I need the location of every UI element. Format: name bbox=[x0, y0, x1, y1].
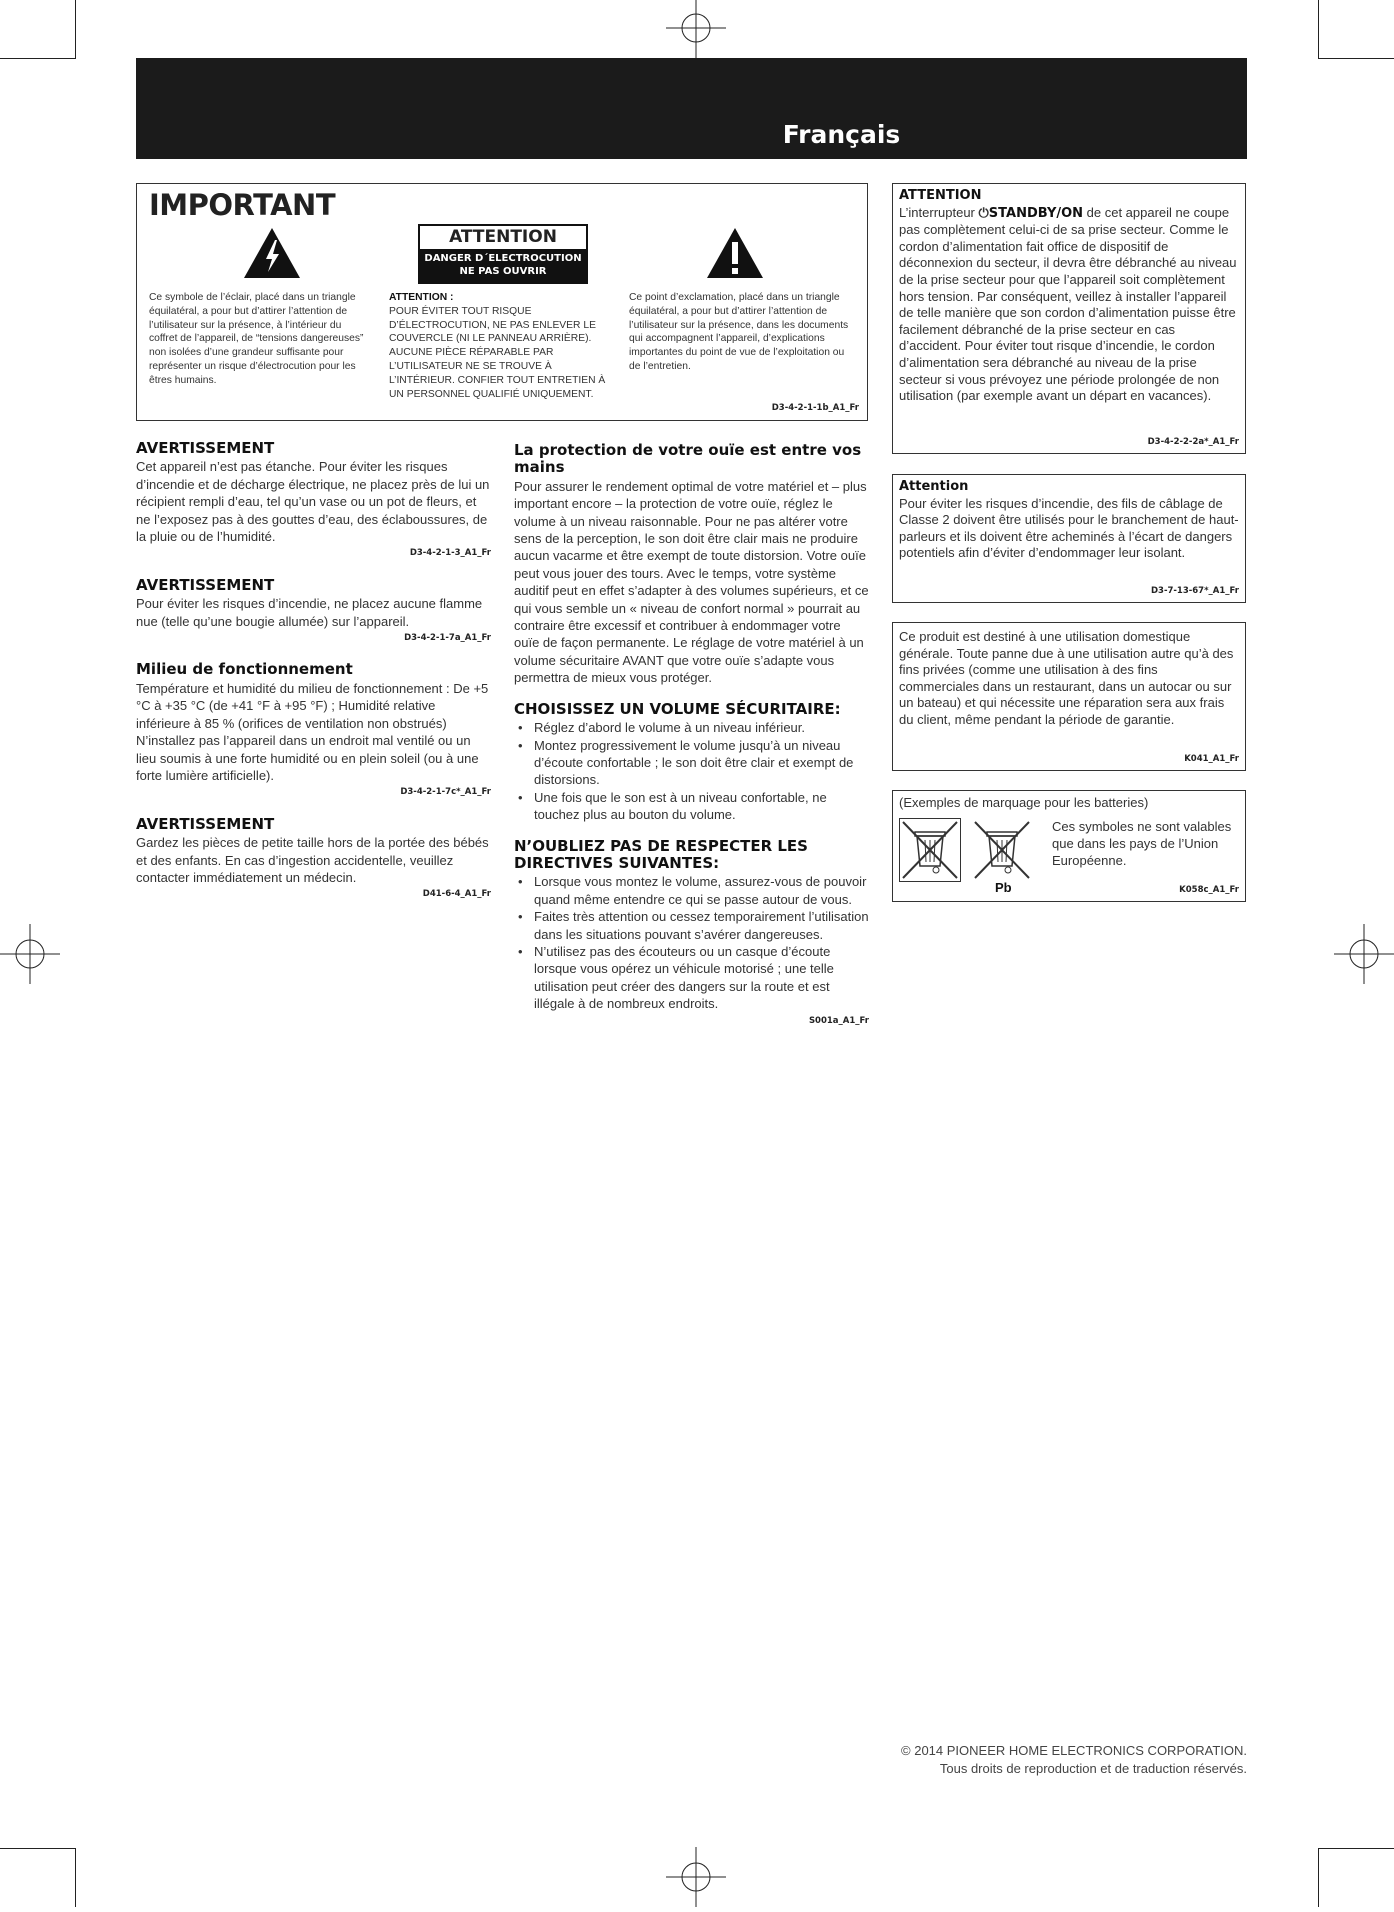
domestic-use-box bbox=[892, 622, 1246, 771]
section-text: Gardez les pièces de petite taille hors de la portée des bébés et des enfants. En cas d’ingestion accidentelle, veuillez contacter immédiatement un médecin. bbox=[136, 835, 489, 885]
section-text: Cet appareil n’est pas étanche. Pour éviter les risques d’incendie et de décharge électrique, ne placez près de lui un récipient rempli d’eau, tel qu’un vase ou un pot de fleurs, et ne l’exposez pas à des gouttes d’eau, des éclaboussures, de la pluie ou de l’humidité. bbox=[136, 459, 490, 545]
safe-volume-heading: CHOISISSEZ UN VOLUME SÉCURITAIRE: bbox=[514, 699, 841, 718]
box-title: Attention bbox=[899, 479, 969, 494]
hearing-heading: La protection de votre ouïe est entre vos mains bbox=[514, 441, 862, 477]
crossed-bin-pb-icon bbox=[971, 818, 1033, 882]
battery-marking-box bbox=[892, 790, 1246, 902]
ref-code: D3-4-2-1-7a_A1_Fr bbox=[404, 633, 491, 644]
warning-section-flame bbox=[136, 577, 491, 648]
ref-code: D3-4-2-2-2a*_A1_Fr bbox=[1147, 437, 1239, 447]
guidelines-heading: N’OUBLIEZ PAS DE RESPECTER LES DIRECTIVES SUIVANTES: bbox=[514, 836, 808, 872]
attention-standby-box bbox=[892, 183, 1246, 454]
list-item: • Lorsque vous montez le volume, assurez-vous de pouvoir quand même entendre ce qui se passe autour de vous. bbox=[528, 873, 869, 908]
registration-mark-bottom bbox=[666, 1847, 726, 1907]
middle-column bbox=[514, 442, 869, 1030]
guidelines-list bbox=[514, 873, 869, 1012]
registration-mark-right bbox=[1334, 924, 1394, 984]
crop-mark bbox=[1318, 0, 1319, 58]
box-text: Ces symboles ne sont valables que dans les pays de l’Union Européenne. bbox=[1052, 819, 1232, 868]
attention-label: ATTENTION bbox=[420, 226, 586, 251]
standby-switch-label: STANDBY/ON bbox=[988, 205, 1084, 221]
box-content bbox=[893, 623, 1245, 729]
crop-mark bbox=[0, 1848, 76, 1849]
crop-mark bbox=[1318, 1849, 1319, 1907]
copyright-footer bbox=[901, 1742, 1247, 1778]
warning-section-small-parts bbox=[136, 816, 491, 904]
warning-section-water bbox=[136, 440, 491, 563]
lightning-description: Ce symbole de l’éclair, placé dans un triangle équilatéral, a pour but d’attirer l’attention de l’utilisateur sur la présence, à l’intérieur du coffret de l’appareil, de “tensions dangereuses” non isolées d’une grandeur suffisante pour représenter un risque d’électrocution pour les êtres humains. bbox=[149, 292, 364, 386]
box-text: Ce produit est destiné à une utilisation domestique générale. Toute panne due à une utilisation autre qu’à des fins privées (comme une utilisation à des fins commerciales dans un restaurant, dans un autocar ou sur un bateau) et qui nécessite une réparation sera aux frais du client, même pendant la période de garantie. bbox=[899, 629, 1234, 727]
lead-symbol: Pb bbox=[995, 880, 1012, 895]
ref-code: K041_A1_Fr bbox=[1184, 754, 1239, 764]
important-box bbox=[136, 183, 868, 421]
box-content bbox=[893, 475, 1245, 562]
lightning-warning-icon bbox=[242, 226, 302, 280]
safe-volume-list bbox=[514, 719, 869, 823]
important-title: IMPORTANT bbox=[149, 188, 336, 222]
hearing-text: Pour assurer le rendement optimal de votre matériel et – plus important encore – la protection de votre ouïe, réglez le volume à un niveau raisonnable. Pour ne pas altérer votre sens de la perception, le son doit être clair mais ne produire aucun vacarme et être exempt de toute distorsion. Votre ouïe peut vous jouer des tours. Avec le temps, votre système auditif peut en effet s’adapter à des volumes supérieurs, et ce qui vous semble un « niveau de confort normal » pourrait au contraire être excessif et contribuer à endommager votre ouïe de façon permanente. Le réglage de votre matériel à un volume sécuritaire AVANT que votre ouïe s’adapte vous permettra de mieux vous protéger. bbox=[514, 478, 869, 686]
section-text: Température et humidité du milieu de fonctionnement : De +5 °C à +35 °C (de +41 °F à +95 °F) ; Humidité relative inférieure à 85 % (orifices de ventilation non obstrués) bbox=[136, 680, 489, 731]
language-banner bbox=[136, 58, 1247, 159]
ref-code: S001a_A1_Fr bbox=[808, 1015, 869, 1026]
attention-description bbox=[389, 291, 611, 401]
list-item: • Montez progressivement le volume jusqu’à un niveau d’écoute confortable ; le son doit être clair et exempt de distorsions. bbox=[528, 737, 869, 789]
crop-mark bbox=[75, 0, 76, 58]
section-heading: AVERTISSEMENT bbox=[136, 575, 275, 594]
attention-label-box bbox=[418, 224, 588, 284]
ref-code: D41-6-4_A1_Fr bbox=[422, 889, 491, 900]
danger-label bbox=[420, 251, 586, 284]
ref-code: D3-4-2-1-3_A1_Fr bbox=[409, 548, 491, 559]
crossed-bin-icon bbox=[899, 818, 961, 882]
attention-text: POUR ÉVITER TOUT RISQUE D’ÉLECTROCUTION, NE PAS ENLEVER LE COUVERCLE (NI LE PANNEAU ARRIÈRE). AUCUNE PIÈCE RÉPARABLE PAR L’UTILISATEUR NE SE TROUVE À L’INTÉRIEUR. CONFIER TOUT ENTRETIEN À UN PERSONNEL QUALIFIÉ UNIQUEMENT. bbox=[389, 305, 606, 400]
power-icon: ⏻ bbox=[978, 204, 989, 220]
operating-environment-section bbox=[136, 661, 491, 801]
speaker-wiring-box bbox=[892, 474, 1246, 603]
box-text-pre: L’interrupteur bbox=[899, 204, 979, 220]
rights-line: Tous droits de reproduction et de traduction réservés. bbox=[939, 1761, 1247, 1776]
registration-mark-left bbox=[0, 924, 60, 984]
list-item: • N’utilisez pas des écouteurs ou un casque d’écoute lorsque vous opérez un véhicule motorisé ; une telle utilisation peut créer des dangers sur la route et est illégale à de nombreux endroits. bbox=[528, 943, 869, 1013]
crop-mark bbox=[1318, 58, 1394, 59]
ref-code: D3-4-2-1-1b_A1_Fr bbox=[771, 403, 859, 413]
exclamation-warning-icon bbox=[705, 226, 765, 280]
attention-subtitle: ATTENTION : bbox=[389, 292, 454, 303]
ref-code: D3-4-2-1-7c*_A1_Fr bbox=[400, 787, 491, 798]
crop-mark bbox=[75, 1849, 76, 1907]
ref-code: K058c_A1_Fr bbox=[1179, 885, 1239, 895]
list-item: • Une fois que le son est à un niveau confortable, ne touchez plus au bouton du volume. bbox=[528, 789, 869, 824]
crop-mark bbox=[1318, 1848, 1394, 1849]
list-item: • Faites très attention ou cessez temporairement l’utilisation dans les situations pouvant s’avérer dangereuses. bbox=[528, 908, 869, 943]
language-title: Français bbox=[782, 120, 901, 149]
ref-code: D3-7-13-67*_A1_Fr bbox=[1150, 586, 1239, 596]
list-item: • Réglez d’abord le volume à un niveau inférieur. bbox=[528, 719, 869, 736]
box-text: Pour éviter les risques d’incendie, des fils de câblage de Classe 2 doivent être utilisés pour le branchement de haut-parleurs et ils doivent être acheminés à l’écart de dangers potentiels afin d’éviter d’endommager leur isolant. bbox=[899, 495, 1239, 561]
box-content bbox=[893, 184, 1245, 405]
section-heading: Milieu de fonctionnement bbox=[136, 660, 353, 679]
registration-mark-top bbox=[666, 0, 726, 60]
left-column bbox=[136, 440, 491, 904]
box-text-post: de cet appareil ne coupe pas complètement celui-ci de sa prise secteur. Comme le cordon d’alimentation fait office de dispositif de déconnexion du secteur, il devra être débranché au niveau de la prise secteur pour que l’appareil soit complètement hors tension. Par conséquent, veillez à installer l’appareil de telle manière que son cordon d’alimentation puisse être facilement débranché de la prise secteur en cas d’accident. Pour éviter tout risque d’incendie, le cordon d’alimentation sera débranché au niveau de la prise secteur si vous prévoyez une période prolongée de non utilisation (par exemple avant un départ en vacances). bbox=[899, 204, 1237, 404]
copyright-line: © 2014 PIONEER HOME ELECTRONICS CORPORATION. bbox=[901, 1743, 1247, 1758]
exclamation-description: Ce point d’exclamation, placé dans un triangle équilatéral, a pour but d’attirer l’attention de l’utilisateur sur la présence, dans les documents qui accompagnent l’appareil, d’explications importantes du point de vue de l’exploitation ou de l’entretien. bbox=[629, 292, 849, 372]
crop-mark bbox=[0, 58, 76, 59]
box-title: (Exemples de marquage pour les batteries) bbox=[899, 795, 1149, 810]
danger-line-1: DANGER D´ELECTROCUTION bbox=[424, 253, 582, 264]
section-heading: AVERTISSEMENT bbox=[136, 439, 275, 457]
box-title: ATTENTION bbox=[899, 188, 982, 203]
danger-line-2: NE PAS OUVRIR bbox=[459, 265, 547, 277]
section-text: N’installez pas l’appareil dans un endroit mal ventilé ou un lieu soumis à une forte humidité ou en plein soleil (ou à une forte lumière artificielle). bbox=[136, 733, 479, 783]
section-heading: AVERTISSEMENT bbox=[136, 814, 275, 833]
section-text: Pour éviter les risques d’incendie, ne placez aucune flamme nue (telle qu’une bougie allumée) sur l’appareil. bbox=[136, 596, 483, 629]
